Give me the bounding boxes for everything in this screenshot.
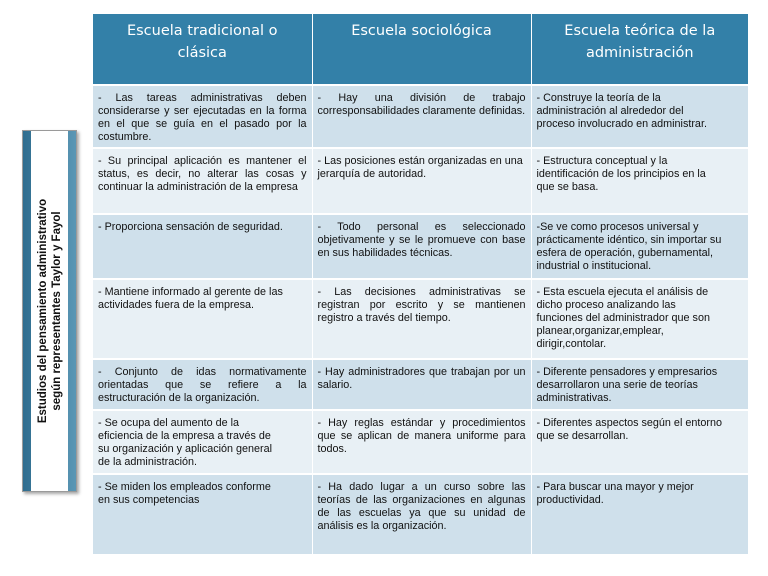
table-cell: - Conjunto de idas normativamente orientadas que se refiere a la estructuración de la organización. xyxy=(93,359,312,410)
table-cell: - Ha dado lugar a un curso sobre las teorías de las organizaciones en algunas de las escuelas ya que su unidad de análisis es la organización. xyxy=(312,474,531,554)
table-cell: - Diferente pensadores y empresarios desarrollaron una serie de teorías administrativas. xyxy=(531,359,748,410)
table-row xyxy=(93,148,748,214)
table-cell: - Las decisiones administrativas se registran por escrito y se mantienen registro a través del tiempo. xyxy=(312,279,531,359)
table-cell: -Se ve como procesos universal y prácticamente idéntico, sin importar su esfera de operación, gubernamental, industrial o institucional. xyxy=(531,214,748,279)
side-label-line-1: Estudios del pensamiento administrativo xyxy=(36,198,49,424)
table-cell: - Esta escuela ejecuta el análisis de dicho proceso analizando las funciones del administrador que son planear,organizar,emplear, dirigir,contolar. xyxy=(531,279,748,359)
side-label-line-2: según representantes Taylor y Fayol xyxy=(50,211,63,411)
table-cell: - Hay una división de trabajo corresponsabilidades claramente definidas. xyxy=(312,85,531,148)
table-cell: - Diferentes aspectos según el entorno que se desarrollan. xyxy=(531,410,748,474)
table-cell: - Hay administradores que trabajan por un salario. xyxy=(312,359,531,410)
table-cell: - Hay reglas estándar y procedimientos que se aplican de manera uniforme para todos. xyxy=(312,410,531,474)
table-cell: - Estructura conceptual y la identificación de los principios en la que se basa. xyxy=(531,148,748,214)
header-escuela-sociologica: Escuela sociológica xyxy=(312,14,531,85)
table-row xyxy=(93,214,748,279)
table-cell: - Las posiciones están organizadas en una jerarquía de autoridad. xyxy=(312,148,531,214)
table-cell: - Se miden los empleados conforme en sus competencias xyxy=(93,474,312,554)
table-cell: - Mantiene informado al gerente de las actividades fuera de la empresa. xyxy=(93,279,312,359)
table-row xyxy=(93,474,748,554)
table-row xyxy=(93,85,748,148)
header-escuela-tradicional: Escuela tradicional o clásica xyxy=(93,14,312,85)
header-row xyxy=(93,14,748,85)
side-label-inner xyxy=(31,131,68,491)
table-cell: - Se ocupa del aumento de la eficiencia de la empresa a través de su organización y aplicación general de la administración. xyxy=(93,410,312,474)
table-row xyxy=(93,410,748,474)
table-row xyxy=(93,279,748,359)
side-label-box xyxy=(22,130,77,492)
table-cell: - Para buscar una mayor y mejor productividad. xyxy=(531,474,748,554)
header-escuela-teorica: Escuela teórica de la administración xyxy=(531,14,748,85)
table-cell: - Proporciona sensación de seguridad. xyxy=(93,214,312,279)
table-cell: - Todo personal es seleccionado objetivamente y se le promueve con base en sus habilidades técnicas. xyxy=(312,214,531,279)
table-cell: - Construye la teoría de la administración al alrededor del proceso involucrado en administrar. xyxy=(531,85,748,148)
table-cell: - Las tareas administrativas deben considerarse y ser ejecutadas en la forma en el que se guía en el pasado por la costumbre. xyxy=(93,85,312,148)
table-cell: - Su principal aplicación es mantener el status, es decir, no alterar las cosas y continuar la administración de la empresa xyxy=(93,148,312,214)
table-row xyxy=(93,359,748,410)
side-label-text xyxy=(36,141,64,481)
comparison-table xyxy=(93,14,748,554)
